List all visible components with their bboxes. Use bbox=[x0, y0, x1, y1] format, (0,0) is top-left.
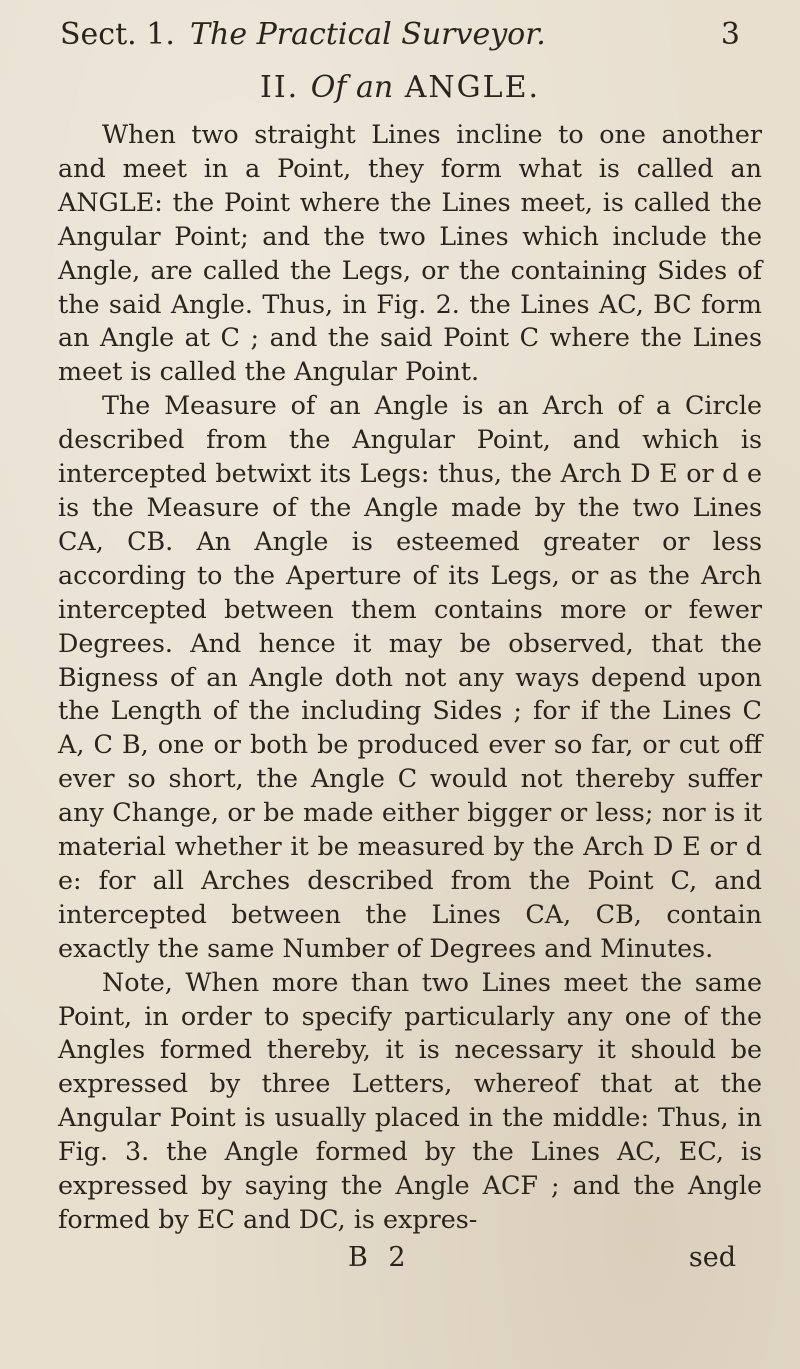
signature-mark: B 2 bbox=[348, 1242, 412, 1273]
section-heading bbox=[0, 66, 800, 110]
running-title: The Practical Surveyor. bbox=[190, 17, 546, 52]
heading-numeral: II. bbox=[259, 70, 300, 105]
heading-prefix: Of an bbox=[310, 70, 394, 105]
paragraph-measure: The Measure of an Angle is an Arch of a Circle described from the Angular Point, and which is intercepted betwixt its Legs: thus, the Arch D E or d e is the Measure of the Angle made by the two Lines CA, CB. An Angle is esteemed greater or less according to the Aperture of its Legs, or as the Arch intercepted between them contains more or fewer Degrees. And hence it may be observed, that the Bigness of an Angle doth not any ways depend upon the Length of the including Sides ; for if the Lines C A, C B, one or both be produced ever so far, or cut off ever so short, the Angle C would not thereby suffer any Change, or be made either bigger or less; nor is it material whether it be measured by the Arch D E or d e: for all Arches described from the Point C, and intercepted between the Lines CA, CB, contain exactly the same Number of Degrees and Minutes. bbox=[58, 390, 762, 963]
page-footer bbox=[58, 1238, 762, 1278]
paragraph-note: Note, When more than two Lines meet the same Point, in order to specify particularly any one of the Angles formed thereby, it is necessary it should be expressed by three Letters, whereof that at the Angular Point is usually placed in the middle: Thus, in Fig. 3. the Angle formed by the Lines AC, EC, is expressed by saying the Angle ACF ; and the Angle formed by EC and DC, is expres- bbox=[58, 966, 762, 1234]
paragraph-definition: When two straight Lines incline to one another and meet in a Point, they form what is called an ANGLE: the Point where the Lines meet, is called the Angular Point; and the two Lines which include the Angle, are called the Legs, or the containing Sides of the said Angle. Thus, in Fig. 2. the Lines AC, BC form an Angle at C ; and the said Point C where the Lines meet is called the Angular Point. bbox=[58, 119, 762, 387]
page-number: 3 bbox=[720, 17, 740, 52]
catchword: sed bbox=[688, 1242, 736, 1273]
heading-word: ANGLE. bbox=[404, 70, 541, 105]
body-text bbox=[58, 118, 762, 1237]
running-header bbox=[60, 10, 760, 60]
section-label: Sect. 1. bbox=[60, 17, 175, 52]
